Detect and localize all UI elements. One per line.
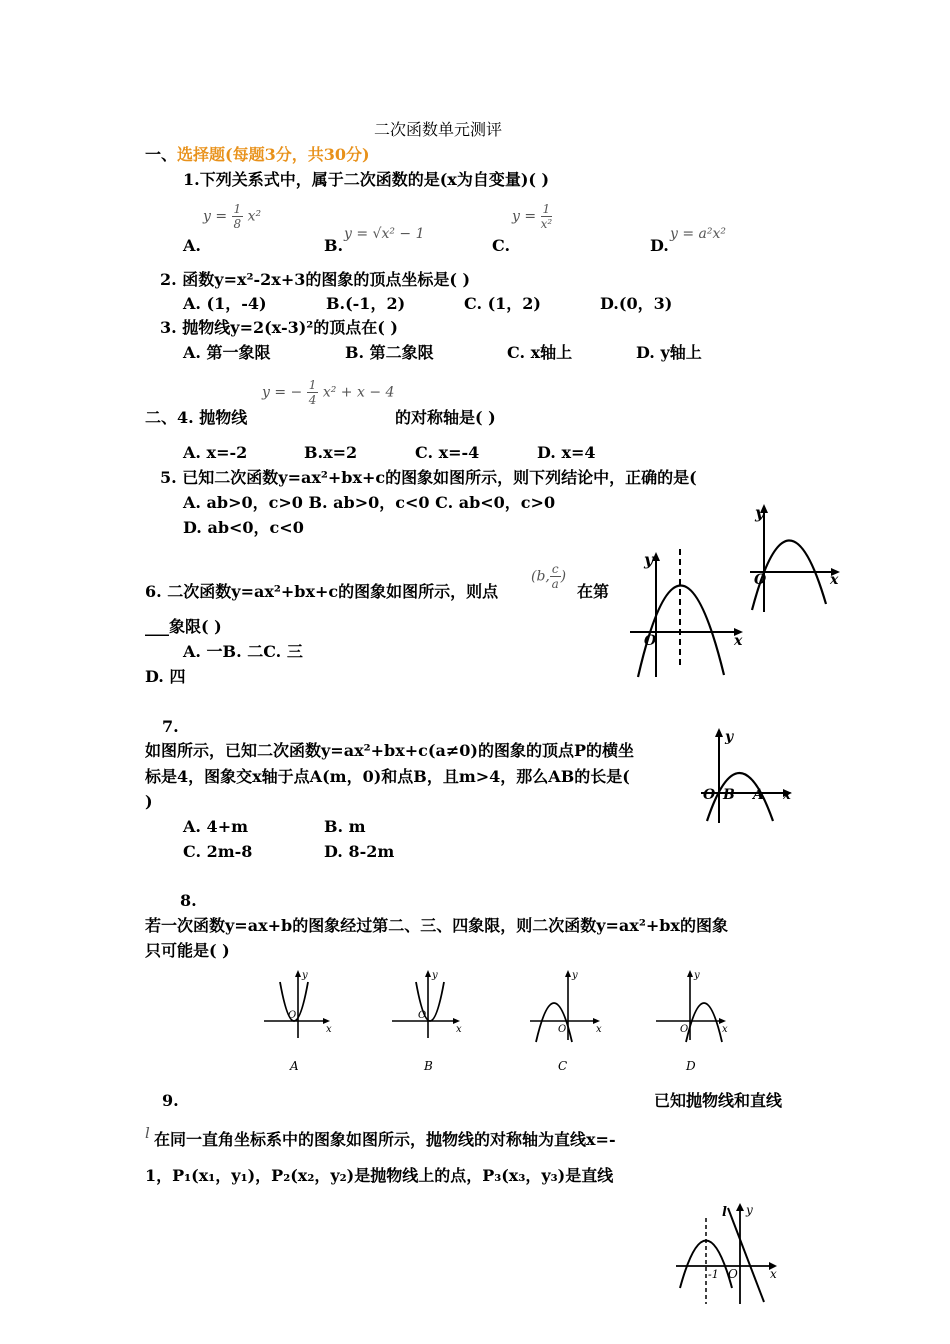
q8c-x-label: x xyxy=(596,1024,602,1035)
q9-line1: 在同一直角坐标系中的图象如图所示，抛物线的对称轴为直线x=- xyxy=(154,1130,616,1149)
q1-formula-b: y = √x² − 1 xyxy=(344,226,425,242)
q7-line1: 如图所示，已知二次函数y=ax²+bx+c(a≠0)的图象的顶点P的横坐 xyxy=(145,741,634,760)
q3-option-a: A. 第一象限 xyxy=(183,343,271,362)
section-heading-orange: 选择题(每题3分，共30分) xyxy=(177,145,370,164)
q8b-y-arrow xyxy=(425,970,431,977)
q8-caption-d: D xyxy=(686,1059,696,1073)
q6-line2: ___象限( ) xyxy=(145,617,222,636)
q7-a-label: A xyxy=(753,787,764,803)
q8-number: 8. xyxy=(180,891,197,910)
q8-graph-c xyxy=(526,968,606,1073)
q8-graph-d xyxy=(652,968,732,1073)
q9-line-l: l xyxy=(145,1124,150,1142)
q8b-origin-label: O xyxy=(418,1010,427,1021)
q2-option-d: D.(0，3) xyxy=(600,294,673,313)
q6-origin-label: O xyxy=(644,633,657,649)
q6-last-option: D. 四 xyxy=(145,667,186,686)
q5-graph xyxy=(750,500,850,615)
q8a-x-label: x xyxy=(326,1024,332,1035)
q8a-origin-label: O xyxy=(288,1010,297,1021)
q7-y-arrow xyxy=(715,728,723,737)
q3-option-c: C. x轴上 xyxy=(507,343,573,362)
q8c-y-arrow xyxy=(565,970,571,977)
q9-l-label: l xyxy=(722,1205,727,1220)
q8d-y-arrow xyxy=(687,970,693,977)
q1-formula-a: y = $\frac{1}{8}$ x² xyxy=(203,202,262,231)
q2-stem: 2. 函数y=x²-2x+3的图象的顶点坐标是( ) xyxy=(160,270,471,289)
q8-line1: 若一次函数y=ax+b的图象经过第二、三、四象限，则二次函数y=ax²+bx的图象 xyxy=(145,916,728,935)
q7-option-a: A. 4+m xyxy=(183,817,249,836)
q7-graph xyxy=(697,725,802,825)
q8c-y-label: y xyxy=(572,970,578,981)
q7-origin-label: O xyxy=(703,787,716,803)
q9-y-arrow xyxy=(736,1203,744,1211)
q7-option-b: B. m xyxy=(324,817,366,836)
q8c-parabola xyxy=(536,1003,572,1042)
q6-stem-b: 在第 xyxy=(577,582,610,601)
q2-option-c: C. (1，2) xyxy=(464,294,542,313)
q8-caption-a: A xyxy=(290,1059,299,1073)
q3-option-b: B. 第二象限 xyxy=(345,343,434,362)
q7-line2: 标是4，图象交x轴于点A(m，0)和点B，且m>4，那么AB的长是( xyxy=(145,767,630,786)
q9-y-label: y xyxy=(746,1203,753,1217)
q6-stem-a: 6. 二次函数y=ax²+bx+c的图象如图所示，则点 xyxy=(145,582,499,601)
q8-graph-b xyxy=(388,968,468,1073)
q9-number: 9. xyxy=(162,1091,179,1110)
q8b-y-label: y xyxy=(432,970,438,981)
q8a-y-arrow xyxy=(295,970,301,977)
q1-option-d-label: D. xyxy=(650,236,669,255)
q9-x-label: x xyxy=(770,1267,777,1281)
q9-origin-label: O xyxy=(728,1267,738,1281)
q6-y-label: y xyxy=(644,550,654,569)
q8-graph-a xyxy=(260,968,340,1073)
q8-line2: 只可能是( ) xyxy=(145,941,230,960)
q8d-parabola xyxy=(686,1003,722,1042)
q1-option-b-label: B. xyxy=(324,236,344,255)
q4-option-c: C. x=-4 xyxy=(415,443,480,462)
q4-option-a: A. x=-2 xyxy=(183,443,248,462)
q9-right-text: 已知抛物线和直线 xyxy=(654,1091,783,1110)
q4-suffix: 的对称轴是( ) xyxy=(395,408,496,427)
q1-stem: 1.下列关系式中，属于二次函数的是(x为自变量)( ) xyxy=(183,170,550,189)
q2-option-a: A. (1，-4) xyxy=(183,294,267,313)
q9-line xyxy=(728,1208,764,1302)
q7-y-label: y xyxy=(725,729,734,745)
q9-line2: 1，P₁(x₁，y₁)，P₂(x₂，y₂)是抛物线上的点，P₃(x₃，y₃)是直线 xyxy=(145,1166,614,1185)
page-title: 二次函数单元测评 xyxy=(374,120,503,139)
q6-x-label: x xyxy=(734,633,743,649)
q8d-y-label: y xyxy=(694,970,700,981)
q7-x-label: x xyxy=(783,788,791,803)
q7-b-label: B xyxy=(723,787,735,803)
q7-line3: ) xyxy=(145,792,153,811)
q7-option-d: D. 8-2m xyxy=(324,842,395,861)
q6-options: A. 一B. 二C. 三 xyxy=(183,642,303,661)
q4-option-d: D. x=4 xyxy=(537,443,596,462)
q5-x-label: x xyxy=(830,572,839,588)
q5-options-line2: D. ab<0，c<0 xyxy=(183,518,304,537)
q8d-origin-label: O xyxy=(680,1024,689,1035)
q2-option-b: B.(-1，2) xyxy=(326,294,406,313)
q4-option-b: B.x=2 xyxy=(304,443,358,462)
q1-formula-c: y = $\frac{1}{\text{x²}}$ xyxy=(512,202,553,231)
q9-graph xyxy=(672,1198,784,1306)
q1-option-c-label: C. xyxy=(492,236,511,255)
q5-y-label: y xyxy=(755,503,765,522)
q8b-x-label: x xyxy=(456,1024,462,1035)
q1-option-a-label: A. xyxy=(183,236,201,255)
q6-graph xyxy=(626,545,756,680)
q6-point: (b, $\frac{c}{a}$ ) xyxy=(531,562,567,591)
q8d-x-label: x xyxy=(722,1024,728,1035)
q8-caption-b: B xyxy=(424,1059,433,1073)
q7-number: 7. xyxy=(162,717,179,736)
q5-stem: 5. 已知二次函数y=ax²+bx+c的图象如图所示，则下列结论中，正确的是( xyxy=(160,468,697,487)
q3-option-d: D. y轴上 xyxy=(636,343,702,362)
q5-origin-label: O xyxy=(754,572,767,588)
q4-prefix: 二、4. 抛物线 xyxy=(145,408,248,427)
q8a-y-label: y xyxy=(302,970,308,981)
section-heading: 一、选择题(每题3分，共30分) xyxy=(145,145,370,164)
q5-options-line1: A. ab>0，c>0 B. ab>0，c<0 C. ab<0，c>0 xyxy=(183,493,556,512)
q8c-origin-label: O xyxy=(558,1024,567,1035)
q1-formula-d: y = a²x² xyxy=(670,226,727,242)
q4-formula: y = − $\frac{1}{4}$ x² + x − 4 xyxy=(262,378,395,407)
q7-option-c: C. 2m-8 xyxy=(183,842,253,861)
q9-neg1-label: -1 xyxy=(708,1268,719,1281)
q3-stem: 3. 抛物线y=2(x-3)²的顶点在( ) xyxy=(160,318,399,337)
q8-caption-c: C xyxy=(558,1059,568,1073)
